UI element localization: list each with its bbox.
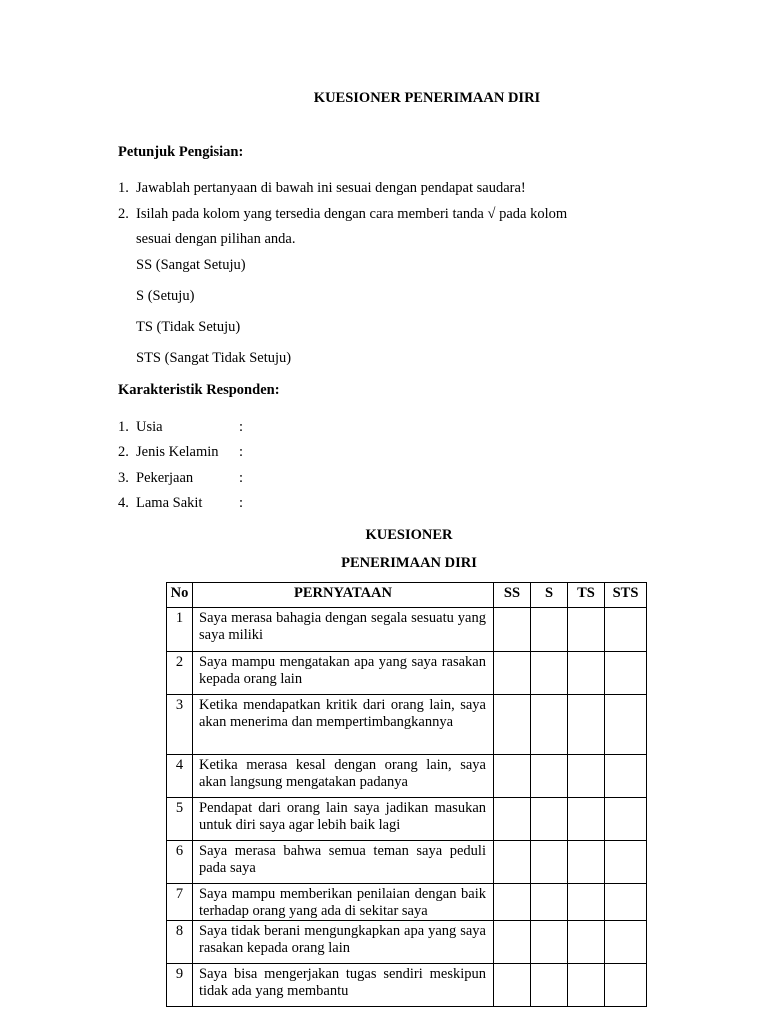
respondent-label-illness-duration: Lama Sakit: [136, 495, 203, 511]
row-statement: Saya mampu mengatakan apa yang saya rasakan kepada orang lain: [193, 652, 494, 695]
header-ts: TS: [568, 583, 605, 608]
questionnaire-subtitle: PENERIMAAN DIRI: [341, 555, 477, 571]
instruction-text: Isilah pada kolom yang tersedia dengan cara memberi tanda √ pada kolom: [136, 206, 568, 222]
questionnaire-table: [166, 582, 647, 1007]
table-row: [167, 921, 647, 964]
table-header-row: [167, 583, 647, 608]
answer-cell-ss[interactable]: [494, 695, 531, 755]
header-statement: PERNYATAAN: [193, 583, 494, 608]
answer-cell-s[interactable]: [531, 921, 568, 964]
respondent-heading: Karakteristik Responden:: [118, 382, 280, 398]
answer-cell-s[interactable]: [531, 841, 568, 884]
answer-cell-sts[interactable]: [605, 652, 647, 695]
answer-cell-sts[interactable]: [605, 755, 647, 798]
option-ts: TS (Tidak Setuju): [136, 319, 241, 335]
respondent-number: 4.: [118, 495, 129, 511]
row-number: 2: [167, 652, 193, 695]
row-number: 4: [167, 755, 193, 798]
table-row: [167, 695, 647, 755]
answer-cell-ss[interactable]: [494, 921, 531, 964]
answer-cell-ts[interactable]: [568, 608, 605, 652]
row-statement: Saya bisa mengerjakan tugas sendiri meskipun tidak ada yang membantu: [193, 964, 494, 1007]
row-number: 3: [167, 695, 193, 755]
answer-cell-s[interactable]: [531, 652, 568, 695]
answer-cell-ss[interactable]: [494, 755, 531, 798]
answer-cell-s[interactable]: [531, 964, 568, 1007]
respondent-separator: :: [239, 419, 244, 435]
instruction-number: 2.: [118, 206, 129, 222]
table-row: [167, 608, 647, 652]
answer-cell-ts[interactable]: [568, 695, 605, 755]
row-statement: Saya tidak berani mengungkapkan apa yang saya rasakan kepada orang lain: [193, 921, 494, 964]
respondent-separator: :: [239, 495, 244, 511]
row-statement: Saya merasa bahagia dengan segala sesuatu yang saya miliki: [193, 608, 494, 652]
respondent-number: 2.: [118, 444, 129, 460]
answer-cell-ss[interactable]: [494, 798, 531, 841]
row-statement: Pendapat dari orang lain saya jadikan masukan untuk diri saya agar lebih baik lagi: [193, 798, 494, 841]
row-number: 6: [167, 841, 193, 884]
page-title: KUESIONER PENERIMAAN DIRI: [313, 90, 541, 106]
table-row: [167, 798, 647, 841]
header-no: No: [167, 583, 193, 608]
answer-cell-ss[interactable]: [494, 884, 531, 921]
answer-cell-s[interactable]: [531, 608, 568, 652]
respondent-separator: :: [239, 470, 244, 486]
row-number: 5: [167, 798, 193, 841]
table-row: [167, 755, 647, 798]
header-sts: STS: [605, 583, 647, 608]
answer-cell-ts[interactable]: [568, 652, 605, 695]
answer-cell-ts[interactable]: [568, 921, 605, 964]
answer-cell-s[interactable]: [531, 755, 568, 798]
instruction-text-continued: sesuai dengan pilihan anda.: [136, 231, 296, 247]
respondent-label-age: Usia: [136, 419, 163, 435]
answer-cell-ts[interactable]: [568, 841, 605, 884]
answer-cell-ts[interactable]: [568, 964, 605, 1007]
respondent-label-occupation: Pekerjaan: [136, 470, 194, 486]
answer-cell-s[interactable]: [531, 798, 568, 841]
instruction-text: Jawablah pertanyaan di bawah ini sesuai dengan pendapat saudara!: [136, 180, 526, 196]
row-statement: Saya merasa bahwa semua teman saya peduli pada saya: [193, 841, 494, 884]
answer-cell-ss[interactable]: [494, 608, 531, 652]
row-statement: Ketika merasa kesal dengan orang lain, saya akan langsung mengatakan padanya: [193, 755, 494, 798]
answer-cell-ts[interactable]: [568, 884, 605, 921]
option-s: S (Setuju): [136, 288, 195, 304]
table-row: [167, 841, 647, 884]
respondent-number: 3.: [118, 470, 129, 486]
row-number: 1: [167, 608, 193, 652]
row-number: 7: [167, 884, 193, 921]
row-statement: Saya mampu memberikan penilaian dengan baik terhadap orang yang ada di sekitar saya: [193, 884, 494, 921]
answer-cell-sts[interactable]: [605, 884, 647, 921]
answer-cell-sts[interactable]: [605, 798, 647, 841]
answer-cell-ts[interactable]: [568, 755, 605, 798]
answer-cell-sts[interactable]: [605, 695, 647, 755]
instructions-heading: Petunjuk Pengisian:: [118, 144, 244, 160]
table-row: [167, 964, 647, 1007]
row-statement: Ketika mendapatkan kritik dari orang lain, saya akan menerima dan mempertimbangkannya: [193, 695, 494, 755]
answer-cell-ts[interactable]: [568, 798, 605, 841]
table-row: [167, 652, 647, 695]
instruction-number: 1.: [118, 180, 129, 196]
answer-cell-ss[interactable]: [494, 841, 531, 884]
header-s: S: [531, 583, 568, 608]
answer-cell-sts[interactable]: [605, 608, 647, 652]
respondent-number: 1.: [118, 419, 129, 435]
row-number: 9: [167, 964, 193, 1007]
option-ss: SS (Sangat Setuju): [136, 257, 246, 273]
answer-cell-sts[interactable]: [605, 921, 647, 964]
answer-cell-s[interactable]: [531, 695, 568, 755]
respondent-separator: :: [239, 444, 244, 460]
answer-cell-ss[interactable]: [494, 652, 531, 695]
respondent-label-gender: Jenis Kelamin: [136, 444, 219, 460]
answer-cell-sts[interactable]: [605, 841, 647, 884]
header-ss: SS: [494, 583, 531, 608]
table-row: [167, 884, 647, 921]
answer-cell-ss[interactable]: [494, 964, 531, 1007]
answer-cell-sts[interactable]: [605, 964, 647, 1007]
questionnaire-title: KUESIONER: [365, 527, 453, 543]
answer-cell-s[interactable]: [531, 884, 568, 921]
option-sts: STS (Sangat Tidak Setuju): [136, 350, 292, 366]
row-number: 8: [167, 921, 193, 964]
